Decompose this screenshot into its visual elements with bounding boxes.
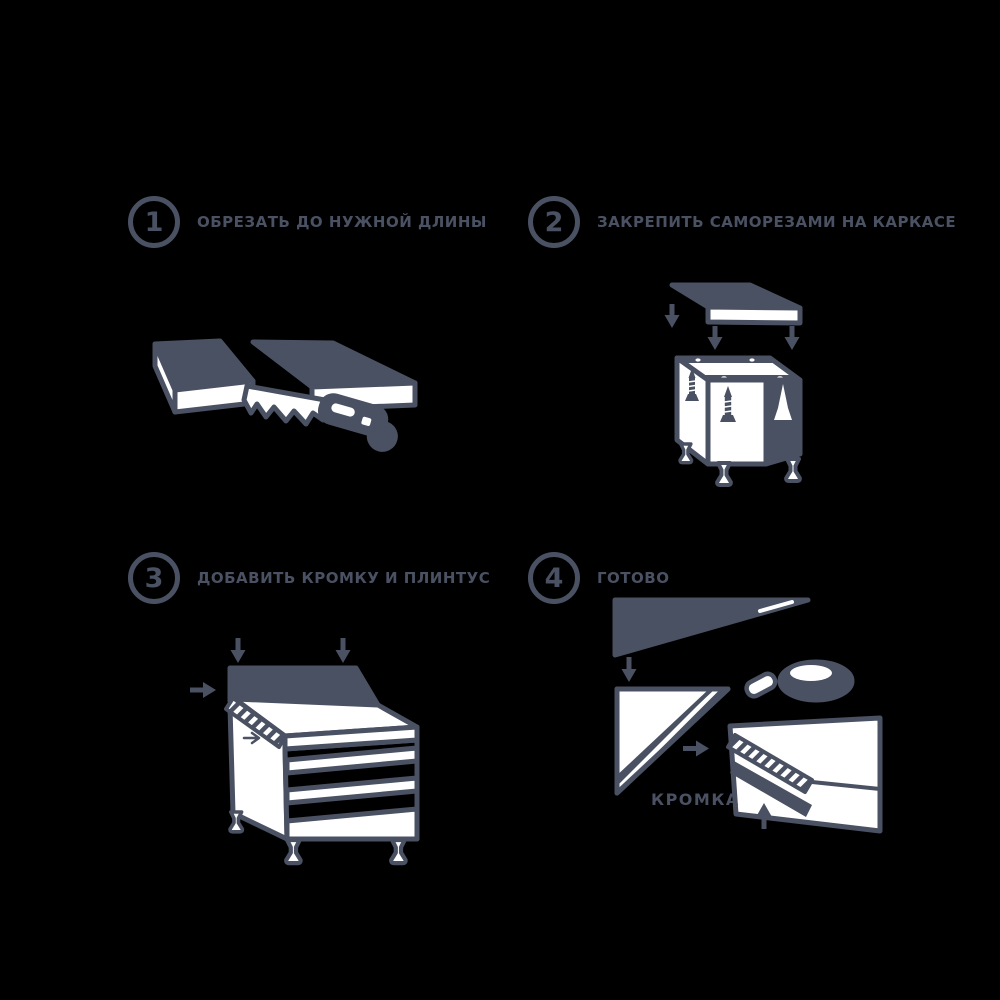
down-arrow-icons [231, 638, 351, 663]
step-4-title: ГОТОВО [597, 569, 670, 587]
step-4-number-badge [528, 552, 580, 604]
edge-banding-illustration [600, 593, 895, 855]
step-3-title: ДОБАВИТЬ КРОМКУ И ПЛИНТУС [197, 569, 491, 587]
step-2-number-badge [528, 196, 580, 248]
edge-and-plinth-illustration [178, 608, 453, 893]
step-1-number-badge [128, 196, 180, 248]
right-arrow-icon [683, 741, 709, 757]
shelving [285, 727, 417, 839]
step-2-number: 2 [544, 206, 564, 238]
step-3-number: 3 [144, 562, 164, 594]
board-corner [728, 718, 880, 831]
countertop-mounting-illustration [640, 268, 865, 493]
step-1-header [128, 196, 487, 248]
tape-roll-icon [744, 662, 852, 700]
step-1-title: ОБРЕЗАТЬ ДО НУЖНОЙ ДЛИНЫ [197, 213, 487, 231]
step-4-number: 4 [544, 562, 564, 594]
step-3-number-badge [128, 552, 180, 604]
down-arrow-icon [622, 657, 637, 682]
saw-cutting-illustration [135, 328, 455, 478]
step-3-header [128, 552, 490, 604]
countertop-corner-dark [615, 600, 808, 655]
step-2-title: ЗАКРЕПИТЬ САМОРЕЗАМИ НА КАРКАСЕ [597, 213, 957, 231]
cut-board-left [155, 341, 253, 412]
countertop-corner-edge [617, 689, 728, 793]
step-2-header [528, 196, 956, 248]
right-arrow-icon [190, 682, 216, 698]
step-1-number: 1 [144, 206, 164, 238]
edge-label: КРОМКА [651, 790, 740, 809]
countertop [672, 285, 800, 323]
